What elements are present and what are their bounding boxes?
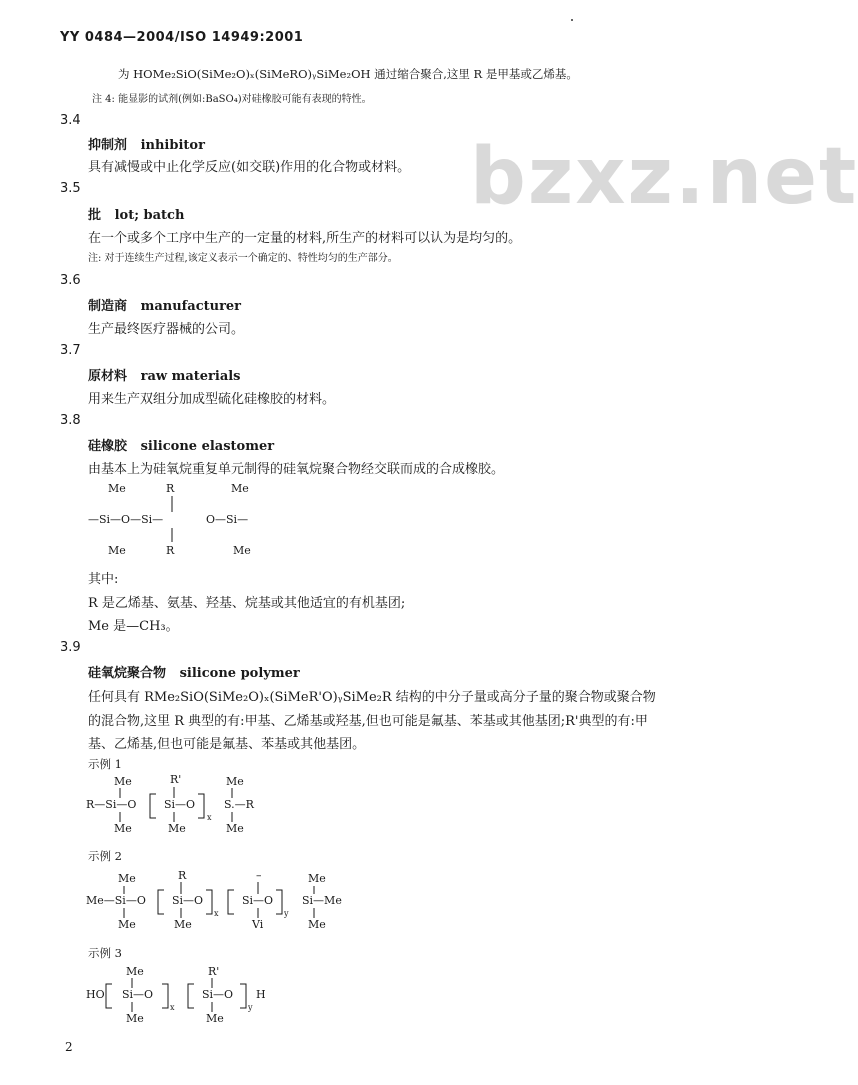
svg-text:Me: Me bbox=[108, 544, 126, 557]
example-label: 示例 3 bbox=[88, 946, 122, 960]
svg-text:Me: Me bbox=[118, 918, 136, 931]
svg-text:x: x bbox=[170, 1003, 175, 1012]
svg-text:Me: Me bbox=[126, 1012, 144, 1025]
svg-text:R: R bbox=[178, 869, 187, 882]
note-4: 注 4: 能显影的试剂(例如:BaSO₄)对硅橡胶可能有表现的特性。 bbox=[92, 94, 372, 105]
silicone-elastomer-structure bbox=[88, 478, 288, 560]
example-1-structure bbox=[86, 772, 296, 838]
svg-text:Si—O: Si—O bbox=[242, 894, 274, 907]
svg-text:Me: Me bbox=[231, 482, 249, 495]
section-number: 3.7 bbox=[60, 343, 81, 358]
speck bbox=[571, 19, 573, 21]
definition-line: 任何具有 RMe₂SiO(SiMe₂O)ₓ(SiMeR'O)ᵧSiMe₂R 结构的中分子量或高分子量的聚合物或聚合物 bbox=[88, 690, 656, 705]
svg-text:Me: Me bbox=[226, 775, 244, 788]
section-number: 3.8 bbox=[60, 413, 81, 428]
definition-line: 的混合物,这里 R 典型的有:甲基、乙烯基或羟基,但也可能是氟基、苯基或其他基团;R'典型的有:甲 bbox=[88, 714, 648, 729]
example-2-structure bbox=[86, 866, 356, 936]
section-number: 3.6 bbox=[60, 273, 81, 288]
section-number: 3.4 bbox=[60, 113, 81, 128]
term-definition: 生产最终医疗器械的公司。 bbox=[88, 322, 245, 337]
term-definition: 用来生产双组分加成型硫化硅橡胶的材料。 bbox=[88, 392, 336, 407]
svg-text:Me—Si—O: Me—Si—O bbox=[86, 894, 146, 907]
svg-text:Me: Me bbox=[168, 822, 186, 835]
svg-text:R': R' bbox=[208, 965, 220, 978]
svg-text:Si—O: Si—O bbox=[202, 988, 234, 1001]
svg-text:Me: Me bbox=[308, 918, 326, 931]
term-title: 硅橡胶 silicone elastomer bbox=[88, 439, 275, 454]
svg-text:Si—Me: Si—Me bbox=[302, 894, 342, 907]
formula-text: 为 HOMe₂SiO(SiMe₂O)ₓ(SiMeRO)ᵧSiMe₂OH 通过缩合聚合,这里 R 是甲基或乙烯基。 bbox=[118, 67, 578, 81]
svg-text:Me: Me bbox=[108, 482, 126, 495]
standard-header: YY 0484—2004/ISO 14949:2001 bbox=[60, 30, 304, 45]
where-label: 其中: bbox=[88, 572, 119, 587]
term-title: 批 lot; batch bbox=[88, 208, 185, 223]
svg-text:Si—O: Si—O bbox=[164, 798, 196, 811]
svg-text:Me: Me bbox=[226, 822, 244, 835]
svg-text:–: – bbox=[256, 869, 262, 882]
term-title: 原材料 raw materials bbox=[88, 369, 241, 384]
section-number: 3.5 bbox=[60, 181, 81, 196]
svg-text:Me: Me bbox=[114, 822, 132, 835]
svg-text:—Si—O—Si—: —Si—O—Si— bbox=[88, 513, 164, 526]
term-definition: 具有减慢或中止化学反应(如交联)作用的化合物或材料。 bbox=[88, 160, 411, 175]
svg-text:Me: Me bbox=[114, 775, 132, 788]
svg-text:O—Si—: O—Si— bbox=[206, 513, 249, 526]
watermark: bzxz.net bbox=[470, 132, 858, 222]
svg-text:S.—R: S.—R bbox=[224, 798, 254, 811]
example-3-structure bbox=[86, 962, 286, 1030]
example-label: 示例 2 bbox=[88, 849, 122, 863]
term-title: 制造商 manufacturer bbox=[88, 299, 242, 314]
svg-text:Si—O: Si—O bbox=[122, 988, 154, 1001]
svg-text:y: y bbox=[284, 909, 289, 918]
svg-text:Si—O: Si—O bbox=[172, 894, 204, 907]
svg-text:R: R bbox=[166, 544, 175, 557]
term-title: 抑制剂 inhibitor bbox=[88, 138, 205, 153]
svg-text:Me: Me bbox=[174, 918, 192, 931]
term-title: 硅氧烷聚合物 silicone polymer bbox=[88, 666, 300, 681]
me-definition: Me 是—CH₃。 bbox=[88, 619, 179, 634]
svg-text:Me: Me bbox=[233, 544, 251, 557]
term-note: 注: 对于连续生产过程,该定义表示一个确定的、特性均匀的生产部分。 bbox=[88, 253, 398, 264]
svg-text:Vi: Vi bbox=[252, 918, 264, 931]
svg-text:y: y bbox=[248, 1003, 253, 1012]
svg-text:Me: Me bbox=[118, 872, 136, 885]
svg-text:R—Si—O: R—Si—O bbox=[86, 798, 137, 811]
svg-text:Me: Me bbox=[308, 872, 326, 885]
term-definition: 由基本上为硅氧烷重复单元制得的硅氧烷聚合物经交联而成的合成橡胶。 bbox=[88, 462, 505, 477]
page-number: 2 bbox=[65, 1040, 73, 1054]
svg-text:H: H bbox=[256, 988, 266, 1001]
svg-text:x: x bbox=[207, 813, 212, 822]
svg-text:R': R' bbox=[170, 773, 182, 786]
r-definition: R 是乙烯基、氨基、羟基、烷基或其他适宜的有机基团; bbox=[88, 596, 406, 611]
section-number: 3.9 bbox=[60, 640, 81, 655]
svg-text:R: R bbox=[166, 482, 175, 495]
example-label: 示例 1 bbox=[88, 757, 122, 771]
svg-text:Me: Me bbox=[126, 965, 144, 978]
svg-text:Me: Me bbox=[206, 1012, 224, 1025]
definition-line: 基、乙烯基,但也可能是氟基、苯基或其他基团。 bbox=[88, 737, 366, 752]
svg-text:HO: HO bbox=[86, 988, 105, 1001]
svg-text:x: x bbox=[214, 909, 219, 918]
term-definition: 在一个或多个工序中生产的一定量的材料,所生产的材料可以认为是均匀的。 bbox=[88, 231, 522, 246]
